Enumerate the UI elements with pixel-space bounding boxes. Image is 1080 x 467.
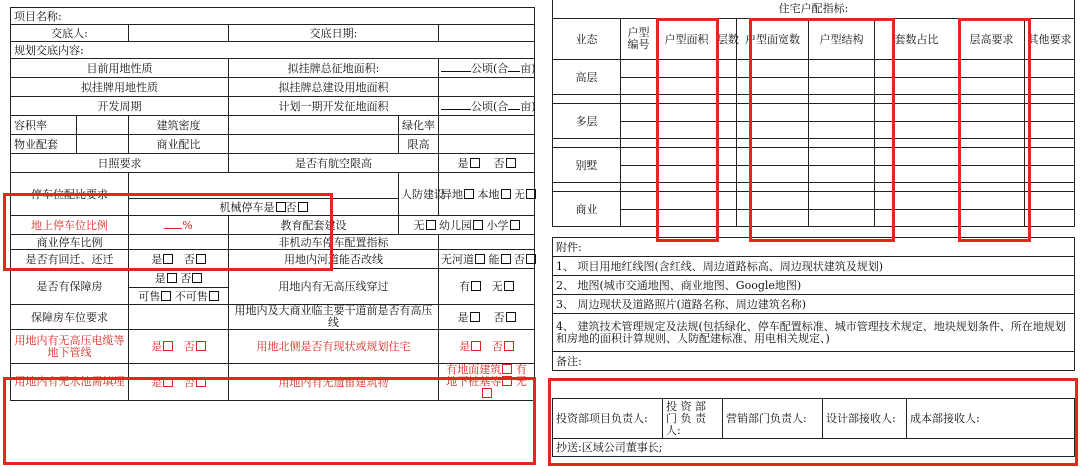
right-form-table — [552, 0, 1075, 61]
grid-cell[interactable] — [1025, 78, 1075, 95]
attachment-item-3: 3、 周边现状及道路照片(道路名称、周边建筑名称) — [553, 295, 1075, 314]
plot-ratio-label: 容积率 — [11, 116, 77, 135]
grid-cell[interactable] — [657, 104, 717, 122]
grid-row — [553, 183, 1075, 192]
river-change-label: 用地内河道能否改线 — [229, 250, 439, 269]
grid-cell[interactable] — [717, 122, 737, 139]
phase1-land-unit[interactable]: 公顷(合 亩) — [439, 97, 535, 116]
remarks-label[interactable]: 备注: — [553, 352, 1075, 371]
grid-cell[interactable] — [959, 78, 1025, 95]
grid-cell[interactable] — [737, 60, 809, 78]
affordable-parking-value[interactable] — [129, 305, 229, 330]
header-other: 其他要求 — [1025, 18, 1075, 60]
grid-cell[interactable] — [959, 166, 1025, 183]
grid-cell — [553, 139, 621, 148]
grid-cell[interactable] — [875, 139, 959, 148]
grid-cell[interactable] — [717, 210, 737, 227]
grid-cell[interactable] — [717, 78, 737, 95]
grid-cell[interactable] — [737, 139, 809, 148]
grid-cell[interactable] — [737, 122, 809, 139]
grid-cell[interactable] — [621, 78, 657, 95]
grid-cell[interactable] — [1025, 148, 1075, 166]
grid-cell[interactable] — [621, 104, 657, 122]
grid-row — [553, 95, 1075, 104]
grid-cell[interactable] — [809, 139, 875, 148]
planned-land-nature-label: 拟挂牌用地性质 — [11, 78, 229, 97]
grid-cell[interactable] — [875, 78, 959, 95]
signer-marketing[interactable]: 营销部门负责人: — [723, 399, 823, 439]
grid-cell[interactable] — [959, 95, 1025, 104]
grid-cell[interactable] — [875, 148, 959, 166]
category-label: 多层 — [553, 104, 621, 139]
affordable-label: 是否有保障房 — [11, 269, 129, 305]
facilities-label: 物业配套 — [11, 135, 77, 154]
grid-cell[interactable] — [737, 95, 809, 104]
attachment-table — [552, 237, 1075, 371]
signer-cost[interactable]: 成本部接收人: — [907, 399, 1075, 439]
grid-cell — [553, 183, 621, 192]
grid-cell[interactable] — [657, 95, 717, 104]
grid-cell[interactable] — [621, 166, 657, 183]
grid-row — [553, 148, 1075, 166]
facilities-value[interactable] — [77, 135, 129, 154]
cc-label: 抄送:区域公司董事长; — [553, 439, 1075, 457]
main-road-options[interactable]: 是 否 — [439, 305, 535, 330]
commercial-ratio-value[interactable] — [229, 135, 399, 154]
handover-date-label: 交底日期: — [229, 25, 439, 42]
grid-cell[interactable] — [737, 210, 809, 227]
handover-person-value[interactable] — [129, 25, 229, 42]
edu-facility-label: 教育配套建设 — [229, 216, 399, 235]
grid-cell[interactable] — [809, 192, 875, 210]
header-unit-structure: 户型结构 — [809, 18, 875, 60]
grid-cell[interactable] — [621, 192, 657, 210]
planned-total-construction-value[interactable] — [439, 78, 535, 97]
grid-cell[interactable] — [875, 104, 959, 122]
north-residence-label: 用地北侧是否有现状或规划住宅 — [229, 330, 439, 364]
grid-cell[interactable] — [875, 60, 959, 78]
grid-cell[interactable] — [657, 122, 717, 139]
grid-cell[interactable] — [875, 95, 959, 104]
grid-cell[interactable] — [959, 192, 1025, 210]
dev-cycle-label: 开发周期 — [11, 97, 229, 116]
commercial-ratio-label: 商业配比 — [129, 135, 229, 154]
signer-table — [552, 398, 1075, 457]
grid-cell[interactable] — [657, 78, 717, 95]
section-title: 住宅户配指标: — [553, 0, 1075, 18]
grid-cell[interactable] — [1025, 104, 1075, 122]
commercial-parking-value[interactable] — [129, 235, 229, 250]
grid-cell[interactable] — [1025, 192, 1075, 210]
aviation-limit-options[interactable]: 是 否 — [439, 154, 535, 173]
building-density-value[interactable] — [229, 116, 399, 135]
header-unit-area: 户型面积 — [657, 18, 717, 60]
civil-defense-label: 人防建设 — [399, 173, 439, 216]
signer-design[interactable]: 设计部接收人: — [823, 399, 907, 439]
grid-cell[interactable] — [809, 60, 875, 78]
green-ratio-label: 绿化率 — [399, 116, 439, 135]
hv-line-label: 用地内有无高压线穿过 — [229, 269, 439, 305]
grid-cell[interactable] — [737, 166, 809, 183]
grid-cell[interactable] — [621, 210, 657, 227]
grid-cell[interactable] — [875, 192, 959, 210]
grid-cell[interactable] — [809, 148, 875, 166]
grid-cell[interactable] — [1025, 122, 1075, 139]
grid-cell[interactable] — [717, 148, 737, 166]
grid-cell[interactable] — [737, 192, 809, 210]
grid-cell[interactable] — [1025, 95, 1075, 104]
commercial-parking-label: 商业停车比例 — [11, 235, 129, 250]
height-limit-label: 限高 — [399, 135, 439, 154]
grid-cell[interactable] — [657, 210, 717, 227]
header-set-ratio: 套数占比 — [875, 18, 959, 60]
grid-cell[interactable] — [809, 78, 875, 95]
grid-row — [553, 139, 1075, 148]
grid-cell[interactable] — [657, 60, 717, 78]
building-density-label: 建筑密度 — [129, 116, 229, 135]
category-label: 别墅 — [553, 148, 621, 183]
grid-cell[interactable] — [959, 210, 1025, 227]
grid-cell[interactable] — [657, 166, 717, 183]
grid-cell[interactable] — [875, 210, 959, 227]
grid-cell[interactable] — [621, 122, 657, 139]
grid-cell[interactable] — [875, 122, 959, 139]
grid-cell[interactable] — [959, 122, 1025, 139]
aviation-limit-label: 是否有航空限高 — [229, 154, 439, 173]
grid-cell[interactable] — [1025, 60, 1075, 78]
plot-ratio-value[interactable] — [77, 116, 129, 135]
grid-cell[interactable] — [959, 139, 1025, 148]
grid-cell[interactable] — [621, 95, 657, 104]
relics-options[interactable]: 有地面建筑 有地下桩基等 无 — [439, 364, 535, 401]
river-change-options[interactable]: 无河道 能 否 — [439, 250, 535, 269]
affordable-options[interactable]: 是 否 — [129, 269, 229, 288]
grid-cell[interactable] — [809, 104, 875, 122]
parking-ratio-label: 停车位配比要求 — [11, 173, 129, 216]
current-land-nature-label: 目前用地性质 — [11, 59, 229, 78]
handover-date-value[interactable] — [439, 25, 535, 42]
civil-defense-options[interactable]: 异地 本地 无 — [439, 173, 535, 216]
grid-cell[interactable] — [657, 183, 717, 192]
grid-cell[interactable] — [809, 183, 875, 192]
grid-cell[interactable] — [737, 183, 809, 192]
water-pond-options[interactable]: 是 否 — [129, 364, 229, 401]
grid-cell[interactable] — [809, 166, 875, 183]
north-residence-options[interactable]: 是 否 — [439, 330, 535, 364]
grid-cell[interactable] — [809, 95, 875, 104]
grid-row — [553, 210, 1075, 227]
grid-cell[interactable] — [737, 148, 809, 166]
hv-underground-options[interactable]: 是 否 — [129, 330, 229, 364]
mech-parking-options[interactable]: 机械停车是 否 — [129, 199, 399, 216]
grid-cell[interactable] — [717, 95, 737, 104]
grid-cell[interactable] — [959, 60, 1025, 78]
grid-row — [553, 78, 1075, 95]
header-unit-width: 户型面宽数 — [737, 18, 809, 60]
attachment-item-2: 2、 地图(城市交通地图、商业地图、Google地图) — [553, 276, 1075, 295]
grid-cell[interactable] — [959, 183, 1025, 192]
grid-cell[interactable] — [1025, 139, 1075, 148]
signer-investment-project[interactable]: 投资部项目负责人: — [553, 399, 663, 439]
return-relocate-options[interactable]: 是 否 — [129, 250, 229, 269]
grid-row — [553, 122, 1075, 139]
grid-cell[interactable] — [621, 60, 657, 78]
phase1-land-label: 计划一期开发征地面积 — [229, 97, 439, 116]
main-road-label: 用地内及大商业临主要干道前是否有高压线 — [229, 305, 439, 330]
non-motor-label: 非机动车停车配置指标 — [229, 235, 439, 250]
grid-cell[interactable] — [875, 166, 959, 183]
header-type: 业态 — [553, 18, 621, 60]
unit-grid — [552, 59, 1075, 227]
return-relocate-label: 是否有回迁、还迁 — [11, 250, 129, 269]
planned-total-land-area-label: 拟挂牌总征地面积: — [229, 59, 439, 78]
grid-cell[interactable] — [657, 192, 717, 210]
header-floor-height: 层高要求 — [959, 18, 1025, 60]
grid-cell[interactable] — [717, 192, 737, 210]
underground-ratio-value[interactable]: % — [129, 216, 229, 235]
grid-row — [553, 104, 1075, 122]
grid-cell[interactable] — [959, 148, 1025, 166]
grid-cell[interactable] — [809, 122, 875, 139]
grid-cell[interactable] — [621, 183, 657, 192]
attachment-item-1: 1、 项目用地红线图(含红线、周边道路标高、周边现状建筑及规划) — [553, 257, 1075, 276]
handover-person-label: 交底人: — [11, 25, 129, 42]
grid-cell[interactable] — [621, 148, 657, 166]
grid-cell[interactable] — [717, 166, 737, 183]
grid-cell[interactable] — [717, 183, 737, 192]
grid-cell — [553, 95, 621, 104]
grid-cell[interactable] — [717, 60, 737, 78]
grid-cell[interactable] — [621, 139, 657, 148]
height-limit-value[interactable] — [439, 135, 535, 154]
hv-underground-label: 用地内有无高压电缆等地下管线 — [11, 330, 129, 364]
signer-investment-dept[interactable]: 投 资 部 门 负 责人: — [663, 399, 723, 439]
sunlight-label: 日照要求 — [11, 154, 229, 173]
grid-cell[interactable] — [875, 183, 959, 192]
planning-content-label: 规划交底内容: — [11, 42, 535, 59]
project-name-label: 项目名称: — [11, 8, 535, 25]
category-label: 高层 — [553, 60, 621, 95]
non-motor-value[interactable] — [439, 235, 535, 250]
grid-row — [553, 166, 1075, 183]
grid-cell[interactable] — [959, 104, 1025, 122]
green-ratio-value[interactable] — [439, 116, 535, 135]
attachments-label: 附件: — [553, 238, 1075, 257]
affordable-parking-label: 保障房车位要求 — [11, 305, 129, 330]
left-form-table — [10, 7, 535, 401]
header-unit-no: 户型编号 — [621, 18, 657, 60]
hv-line-options[interactable]: 有 无 — [439, 269, 535, 305]
grid-row — [553, 60, 1075, 78]
water-pond-label: 用地内有无水池需填埋 — [11, 364, 129, 401]
grid-cell[interactable] — [1025, 166, 1075, 183]
edu-facility-options[interactable]: 无 幼儿园 小学 — [399, 216, 535, 235]
grid-cell[interactable] — [717, 139, 737, 148]
grid-row — [553, 192, 1075, 210]
grid-cell[interactable] — [737, 104, 809, 122]
grid-cell[interactable] — [1025, 210, 1075, 227]
header-floors: 层数 — [717, 18, 737, 60]
grid-cell[interactable] — [809, 210, 875, 227]
underground-ratio-label: 地上停车位比例 — [11, 216, 129, 235]
grid-cell[interactable] — [1025, 183, 1075, 192]
grid-cell[interactable] — [657, 148, 717, 166]
relics-label: 用地内有无遗留建筑物 — [229, 364, 439, 401]
land-area-unit[interactable]: 公顷(合 亩) — [439, 59, 535, 78]
category-label: 商业 — [553, 192, 621, 227]
grid-cell[interactable] — [657, 139, 717, 148]
grid-cell[interactable] — [737, 78, 809, 95]
parking-ratio-value[interactable] — [129, 173, 399, 199]
sale-options[interactable]: 可售 不可售 — [129, 288, 229, 305]
attachment-item-4: 4、 建筑技术管理规定及法规(包括绿化、停车配置标准、城市管理技术规定、地块规划条件、所在地规划和房地的面积计算规则、人防配建标准、用电相关规定、) — [553, 314, 1075, 352]
grid-cell[interactable] — [717, 104, 737, 122]
planned-total-construction-label: 拟挂牌总建设用地面积 — [229, 78, 439, 97]
